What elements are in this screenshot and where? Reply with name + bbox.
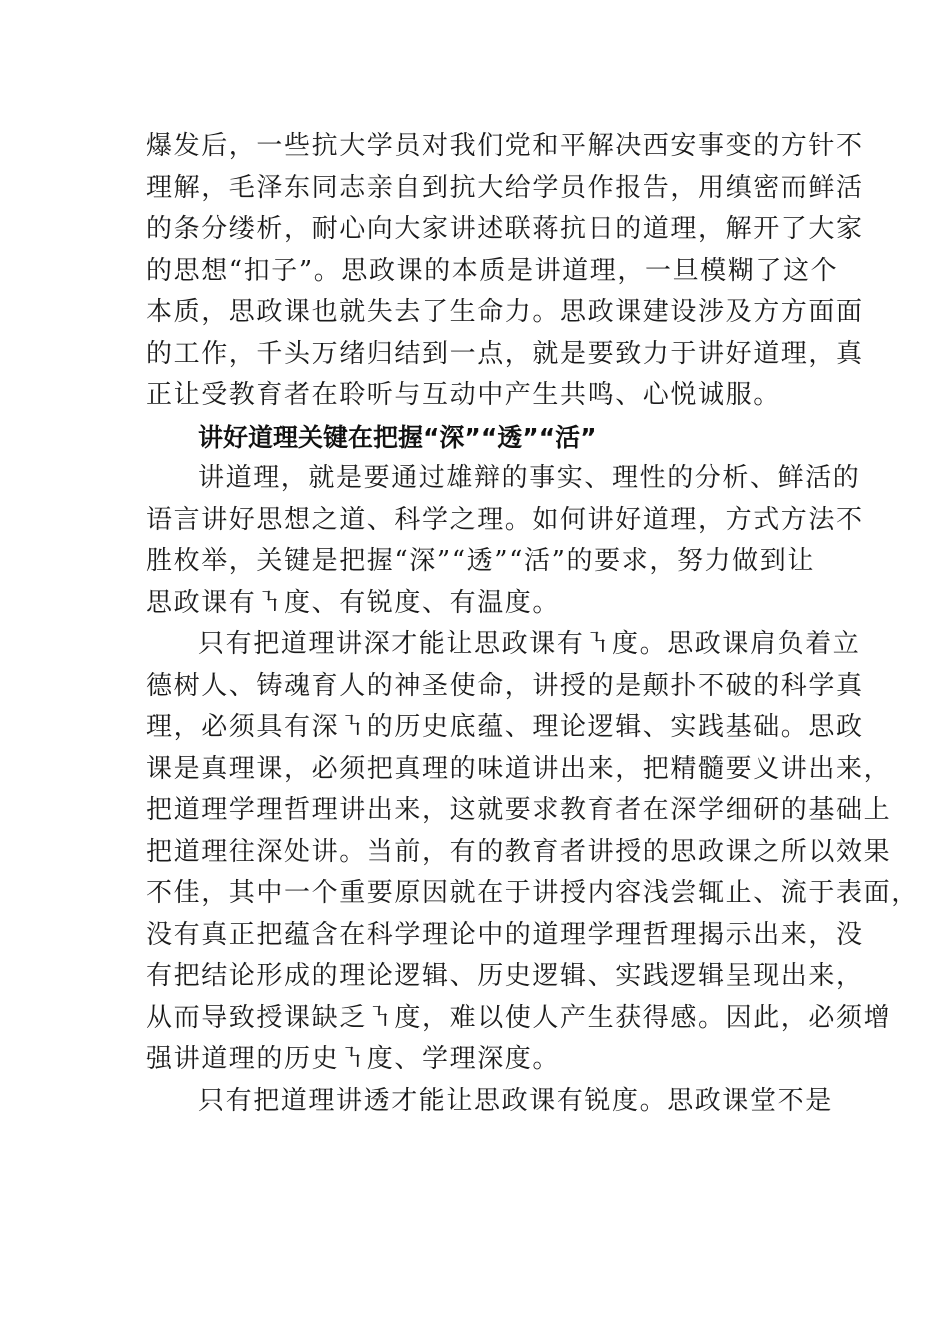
- paragraph-3: [146, 624, 919, 1081]
- text-line: 把道理往深处讲。当前，有的教育者讲授的思政课之所以效果: [146, 836, 892, 867]
- text-line: 把道理学理哲理讲出来，这就要求教育者在深学细研的基础上: [146, 795, 892, 825]
- paragraph-2: [146, 458, 864, 624]
- text-line: 不佳，其中一个重要原因就在于讲授内容浅尝辄止、流于表面，: [146, 878, 919, 908]
- text-line: 理解，毛泽东同志亲自到抗大给学员作报告，用缜密而鲜活: [146, 172, 864, 203]
- text-line: 的工作，千头万绪归结到一点，就是要致力于讲好道理，真: [146, 338, 864, 369]
- text-line: 语言讲好思想之道、科学之理。如何讲好道理，方式方法不: [146, 504, 864, 535]
- text-line: 胜枚举，关键是把握“深”“透”“活”的要求，努力做到让: [146, 546, 815, 576]
- text-line: 理，必须具有深㇎的历史底蕴、理论逻辑、实践基础。思政: [146, 712, 864, 742]
- section-heading: 讲好道理关键在把握“深”“透”“活”: [198, 422, 597, 452]
- text-line: 只有把道理讲深才能让思政课有㇎度。思政课肩负着立: [198, 629, 861, 659]
- text-line: 德树人、铸魂育人的神圣使命，讲授的是颠扑不破的科学真: [146, 670, 864, 701]
- text-line: 强讲道理的历史㇎度、学理深度。: [146, 1044, 561, 1074]
- text-line: 的条分缕析，耐心向大家讲述联蒋抗日的道理，解开了大家: [146, 214, 864, 244]
- text-line: 正让受教育者在聆听与互动中产生共鸣、心悦诚服。: [146, 380, 781, 410]
- text-line: 爆发后，一些抗大学员对我们党和平解决西安事变的方针不: [146, 131, 864, 161]
- text-line: 讲道理，就是要通过雄辩的事实、理性的分析、鲜活的: [198, 463, 861, 493]
- text-line: 课是真理课，必须把真理的味道讲出来，把精髓要义讲出来，: [146, 753, 892, 784]
- text-line: 的思想“扣子”。思政课的本质是讲道理，一旦模糊了这个: [146, 255, 839, 286]
- text-line: 有把结论形成的理论逻辑、历史逻辑、实践逻辑呈现出来，: [146, 961, 864, 991]
- paragraph-1: [146, 126, 864, 417]
- text-line: 思政课有㇎度、有锐度、有温度。: [146, 587, 561, 618]
- document-body: [146, 126, 919, 1122]
- text-line: 本质，思政课也就失去了生命力。思政课建设涉及方方面面: [146, 297, 864, 327]
- paragraph-4: [146, 1081, 836, 1123]
- text-line: 只有把道理讲透才能让思政课有锐度。思政课堂不是: [198, 1085, 833, 1116]
- text-line: 从而导致授课缺乏㇎度，难以使人产生获得感。因此，必须增: [146, 1002, 892, 1033]
- text-line: 没有真正把蕴含在科学理论中的道理学理哲理揭示出来，没: [146, 919, 864, 950]
